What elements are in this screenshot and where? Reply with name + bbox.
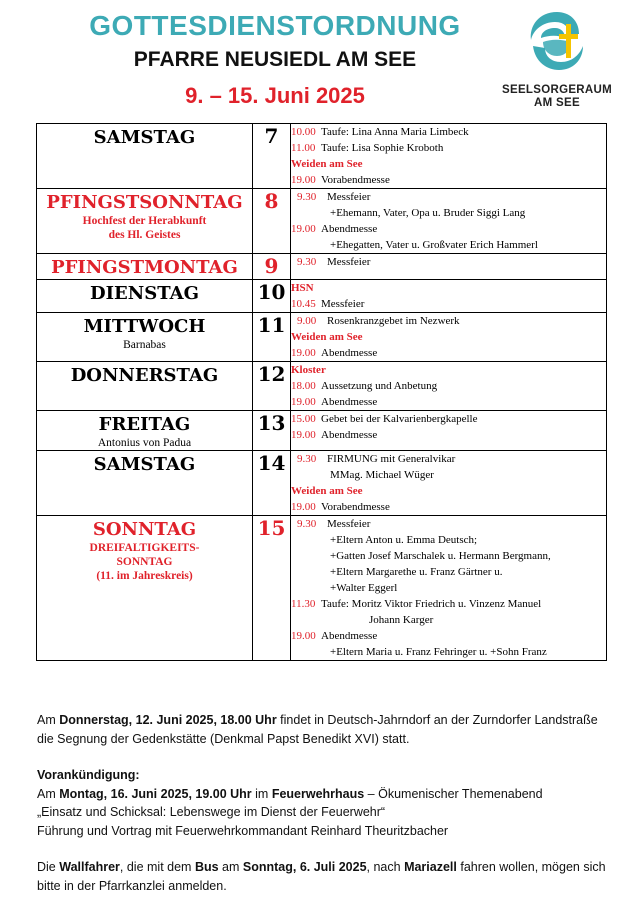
event-line bbox=[291, 451, 606, 467]
date-cell: 12 bbox=[253, 362, 291, 411]
events-cell bbox=[291, 280, 607, 313]
day-name: SONNTAG bbox=[92, 519, 197, 540]
event-line bbox=[291, 596, 606, 612]
event-line bbox=[291, 499, 606, 515]
event-text: Abendmesse bbox=[321, 347, 378, 359]
event-time: 9.30 bbox=[297, 256, 317, 268]
note-blessing: Am Donnerstag, 12. Juni 2025, 18.00 Uhr findet in Deutsch-Jahrndorf an der Zurndorfer Landstraße die Segnung der Gedenkstätte (Denkmal Papst Benedikt XVI) statt. bbox=[37, 713, 598, 746]
day-cell bbox=[37, 411, 253, 451]
date-cell: 13 bbox=[253, 411, 291, 451]
event-time: 19.00 bbox=[291, 501, 316, 513]
event-line bbox=[291, 378, 606, 394]
day-cell bbox=[37, 362, 253, 411]
schedule-table bbox=[36, 123, 607, 661]
schedule-row bbox=[37, 411, 607, 451]
page-header bbox=[0, 0, 643, 120]
parish-name: PFARRE NEUSIEDL AM SEE bbox=[133, 48, 417, 71]
logo-text-line1: SEELSORGERAUM bbox=[502, 84, 612, 96]
event-text: Taufe: Moritz Viktor Friedrich u. Vinzenz Manuel bbox=[321, 598, 542, 610]
intention-line: +Eltern Anton u. Emma Deutsch; bbox=[330, 534, 478, 546]
events-cell bbox=[291, 254, 607, 280]
events-cell bbox=[291, 313, 607, 362]
event-line bbox=[291, 172, 606, 188]
event-time: 19.00 bbox=[291, 347, 316, 359]
event-text: Taufe: Lisa Sophie Kroboth bbox=[321, 142, 444, 154]
event-line bbox=[291, 516, 606, 532]
event-line bbox=[291, 189, 606, 205]
location-label: Kloster bbox=[291, 364, 326, 376]
day-subtitle: DREIFALTIGKEITS- bbox=[89, 542, 200, 554]
day-cell bbox=[37, 189, 253, 254]
day-subtitle: Hochfest der Herabkunft bbox=[82, 215, 207, 227]
note-announcement-speaker: Führung und Vortrag mit Feuerwehrkommandant Reinhard Theuritzbacher bbox=[37, 823, 449, 838]
schedule-row bbox=[37, 362, 607, 411]
event-time: 9.30 bbox=[297, 518, 317, 530]
schedule-row bbox=[37, 280, 607, 313]
event-time: 19.00 bbox=[291, 223, 316, 235]
note-announcement: Am Montag, 16. Juni 2025, 19.00 Uhr im Feuerwehrhaus – Ökumenischer Themenabend bbox=[37, 786, 543, 801]
intention-line: +Eltern Maria u. Franz Fehringer u. +Sohn Franz bbox=[330, 646, 547, 658]
event-time: 19.00 bbox=[291, 630, 316, 642]
event-line bbox=[291, 254, 606, 270]
event-text: Vorabendmesse bbox=[321, 501, 390, 513]
day-cell bbox=[37, 313, 253, 362]
intention-line: Johann Karger bbox=[369, 614, 434, 626]
intention-line: +Gatten Josef Marschalek u. Hermann Bergmann, bbox=[330, 550, 551, 562]
event-text: Aussetzung und Anbetung bbox=[321, 380, 438, 392]
intention-line: +Eltern Margarethe u. Franz Gärtner u. bbox=[330, 566, 503, 578]
date-cell: 8 bbox=[253, 189, 291, 254]
schedule-row bbox=[37, 254, 607, 280]
event-line bbox=[291, 427, 606, 443]
event-line bbox=[291, 124, 606, 140]
event-time: 9.30 bbox=[297, 191, 317, 203]
schedule-row bbox=[37, 124, 607, 189]
seelsorgeraum-logo bbox=[492, 8, 622, 120]
day-name: SAMSTAG bbox=[93, 454, 196, 475]
intention-line: +Ehegatten, Vater u. Großvater Erich Hammerl bbox=[330, 239, 538, 251]
day-name: DONNERSTAG bbox=[70, 365, 219, 386]
event-time: 19.00 bbox=[291, 429, 316, 441]
date-cell: 11 bbox=[253, 313, 291, 362]
location-label: Weiden am See bbox=[291, 485, 363, 497]
event-time: 11.30 bbox=[291, 598, 316, 610]
event-text: Abendmesse bbox=[321, 396, 378, 408]
day-subtitle: (11. im Jahreskreis) bbox=[96, 570, 193, 582]
event-time: 15.00 bbox=[291, 413, 316, 425]
event-text: Rosenkranzgebet im Nezwerk bbox=[327, 315, 460, 327]
location-label: HSN bbox=[291, 282, 314, 294]
event-text: Messfeier bbox=[327, 256, 371, 268]
events-cell bbox=[291, 451, 607, 516]
page-title: GOTTESDIENSTORDNUNG bbox=[89, 10, 461, 41]
date-cell: 15 bbox=[253, 516, 291, 661]
event-text: Gebet bei der Kalvarienbergkapelle bbox=[321, 413, 478, 425]
intention-line: +Walter Eggerl bbox=[330, 582, 398, 594]
schedule-row bbox=[37, 313, 607, 362]
note-announcement-topic: „Einsatz und Schicksal: Lebenswege im Dienst der Feuerwehr“ bbox=[37, 805, 386, 819]
day-name: MITTWOCH bbox=[83, 316, 206, 337]
events-cell bbox=[291, 189, 607, 254]
schedule-row bbox=[37, 516, 607, 661]
event-line bbox=[291, 296, 606, 312]
event-time: 19.00 bbox=[291, 174, 316, 186]
date-cell: 14 bbox=[253, 451, 291, 516]
event-text: Abendmesse bbox=[321, 630, 378, 642]
date-cell: 9 bbox=[253, 254, 291, 280]
events-cell bbox=[291, 362, 607, 411]
note-pilgrimage: Die Wallfahrer, die mit dem Bus am Sonntag, 6. Juli 2025, nach Mariazell fahren wollen, mögen sich bitte in der Pfarrkanzlei anmelden. bbox=[37, 860, 606, 893]
day-name: PFINGSTSONNTAG bbox=[46, 192, 243, 213]
event-text: FIRMUNG mit Generalvikar bbox=[327, 453, 456, 465]
events-cell bbox=[291, 124, 607, 189]
day-cell bbox=[37, 124, 253, 189]
day-name: DIENSTAG bbox=[90, 283, 199, 304]
location-label: Weiden am See bbox=[291, 158, 363, 170]
day-cell bbox=[37, 451, 253, 516]
event-time: 19.00 bbox=[291, 396, 316, 408]
event-line bbox=[291, 345, 606, 361]
event-line bbox=[291, 411, 606, 427]
events-cell bbox=[291, 516, 607, 661]
event-time: 18.00 bbox=[291, 380, 316, 392]
location-label: Weiden am See bbox=[291, 331, 363, 343]
event-text: Abendmesse bbox=[321, 429, 378, 441]
event-text: Messfeier bbox=[327, 191, 371, 203]
event-line bbox=[291, 313, 606, 329]
intention-line: MMag. Michael Wüger bbox=[330, 469, 434, 481]
events-cell bbox=[291, 411, 607, 451]
event-text: Messfeier bbox=[327, 518, 371, 530]
event-time: 10.45 bbox=[291, 298, 316, 310]
note-announcement-heading: Vorankündigung: bbox=[37, 768, 140, 782]
notes-section bbox=[37, 711, 617, 895]
day-subtitle: SONNTAG bbox=[116, 556, 173, 568]
day-name: SAMSTAG bbox=[93, 127, 196, 148]
day-cell bbox=[37, 516, 253, 661]
event-line bbox=[291, 221, 606, 237]
event-text: Abendmesse bbox=[321, 223, 378, 235]
event-time: 9.30 bbox=[297, 453, 317, 465]
day-subtitle: Antonius von Padua bbox=[97, 437, 192, 449]
event-time: 11.00 bbox=[291, 142, 316, 154]
date-range: 9. – 15. Juni 2025 bbox=[185, 83, 365, 108]
logo-mark-icon bbox=[525, 8, 589, 74]
date-cell: 7 bbox=[253, 124, 291, 189]
day-name: PFINGSTMONTAG bbox=[51, 257, 238, 278]
date-cell: 10 bbox=[253, 280, 291, 313]
event-time: 9.00 bbox=[297, 315, 317, 327]
event-line bbox=[291, 140, 606, 156]
day-cell bbox=[37, 254, 253, 280]
schedule-row bbox=[37, 189, 607, 254]
schedule-row bbox=[37, 451, 607, 516]
day-cell bbox=[37, 280, 253, 313]
day-subtitle: des Hl. Geistes bbox=[108, 229, 181, 241]
intention-line: +Ehemann, Vater, Opa u. Bruder Siggi Lang bbox=[330, 207, 526, 219]
event-line bbox=[291, 394, 606, 410]
logo-text-line2: AM SEE bbox=[534, 97, 580, 109]
event-text: Taufe: Lina Anna Maria Limbeck bbox=[321, 126, 469, 138]
day-subtitle: Barnabas bbox=[123, 339, 166, 351]
event-line bbox=[291, 628, 606, 644]
event-text: Vorabendmesse bbox=[321, 174, 390, 186]
event-text: Messfeier bbox=[321, 298, 365, 310]
day-name: FREITAG bbox=[98, 414, 191, 435]
event-time: 10.00 bbox=[291, 126, 316, 138]
